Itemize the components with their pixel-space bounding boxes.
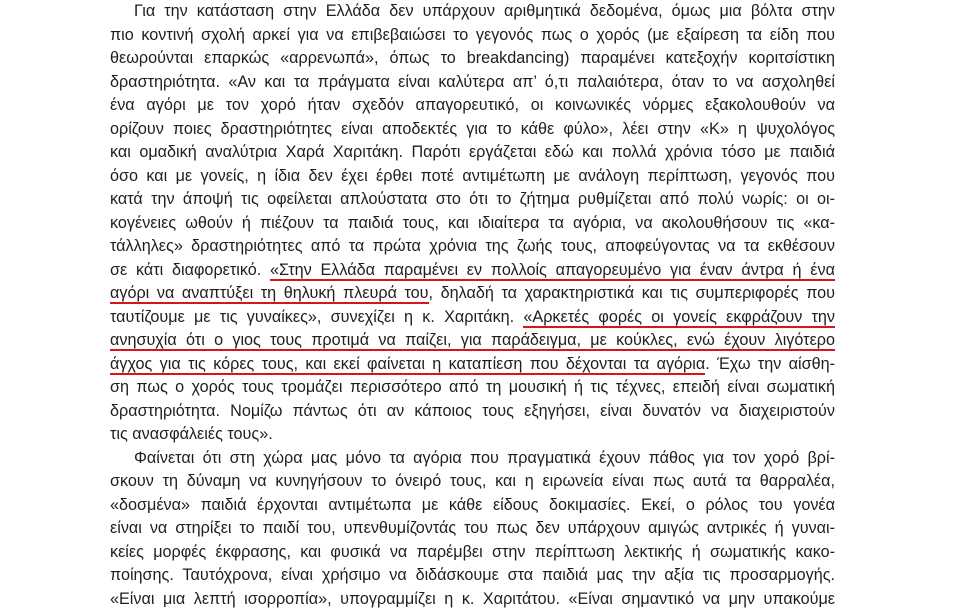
highlighted-quote: ανησυχία ότι ο γιος τους προτιμά να παίζει, για παράδειγμα, με κούκλες, ενώ έχουν λιγότερο [110,331,835,351]
line-text: ορίζουν ποιες δραστηριότητες είναι αποδεκτές για το κάθε φύλο», λέει στην «Κ» η ψυχολόγος [110,120,835,138]
text-line [110,282,835,306]
text-line [110,0,835,24]
highlighted-quote: «Στην Ελλάδα παραμένει εν πολλοίς απαγορευμένο για έναν άντρα ή ένα [270,261,835,281]
line-text: τις ανασφάλειές τους». [110,425,273,443]
highlighted-quote: άγχος για τις κόρες τους, και εκεί φαίνεται η καταπίεση που δέχονται τα αγόρια [110,355,705,375]
line-text: είναι να στηρίξει το παιδί του, υπενθυμίζοντάς του πως δεν υπάρχουν αμιγώς αντρικές ή γυναι- [110,519,835,537]
line-text: Για την κατάσταση στην Ελλάδα δεν υπάρχουν αριθμητικά δεδομένα, όμως μια βόλτα στην [134,2,835,20]
line-text: κογένειες ωθούν ή πιέζουν τα παιδιά τους, και ιδιαίτερα τα αγόρια, να ακολουθήσουν τις «κα- [110,214,835,232]
text-line [110,541,835,565]
text-line [110,588,835,611]
line-text: ποίησης. Ταυτόχρονα, είναι χρήσιμο να διδάσκουμε στα παιδιά μας την αξία τις προσαρμογής. [110,566,835,584]
line-text: . Έχω την αίσθη- [705,355,835,373]
highlighted-quote: αγόρι να αναπτύξει τη θηλυκή πλευρά του [110,284,429,304]
line-text: κείες μορφές έκφρασης, και φυσικά να παρέμβει στην περίπτωση λεκτικής ή σωματικής κακο- [110,543,835,561]
text-line [110,188,835,212]
highlighted-quote: «Αρκετές φορές οι γονείς εκφράζουν την [523,308,835,328]
line-text: ταυτίζουμε με τις γυναίκες», συνεχίζει η κ. Χαριτάκη. [110,308,523,326]
text-line [110,447,835,471]
line-text: κατά την άποψή τις οφείλεται απλούστατα στο ότι το ζήτημα ρυθμίζεται από πολύ νωρίς: οι οι- [110,190,835,208]
line-text: , δηλαδή τα χαρακτηριστικά και τις συμπεριφορές που [429,284,835,302]
text-line [110,212,835,236]
text-line [110,423,835,447]
line-text: σε κάτι διαφορετικό. [110,261,270,279]
line-text: όσο και με γονείς, η ίδια δεν έχει έρθει ποτέ αντιμέτωπη με ανάλογη περίπτωση, γεγονός που [110,167,835,185]
text-line [110,517,835,541]
line-text: δραστηριότητα. «Αν και τα πράγματα είναι καλύτερα απ’ ό,τι παλαιότερα, όταν το να ασχοληθεί [110,73,835,91]
text-line [110,47,835,71]
text-line [110,306,835,330]
line-text: «Είναι μια λεπτή ισορροπία», υπογραμμίζει η κ. Χαριτάτου. «Είναι σημαντικό να μην υπακούμε [110,590,835,608]
text-line [110,141,835,165]
text-line [110,71,835,95]
line-text: ση πως ο χορός τους τρομάζει περισσότερο από τη μουσική ή τις τέχνες, επειδή είναι σωματική [110,378,835,396]
line-text: ένα αγόρι με τον χορό ήταν σχεδόν απαγορευτικό, οι κοινωνικές νόρμες εξακολουθούν να [110,96,835,114]
text-line [110,24,835,48]
text-line [110,118,835,142]
text-line [110,329,835,353]
text-line [110,235,835,259]
line-text: θεωρούνται επαρκώς «αρρενωπά», όπως το breakdancing) παραμένει κατεξοχήν κοριτσίστικη [110,49,835,67]
text-line [110,400,835,424]
line-text: Φαίνεται ότι στη χώρα μας μόνο τα αγόρια που πραγματικά έχουν πάθος για τον χορό βρί- [134,449,835,467]
text-line [110,259,835,283]
text-line [110,564,835,588]
line-text: σκουν τη δύναμη να κυνηγήσουν το όνειρό τους, και η ειρωνεία είναι πως αυτά τα θαρραλέα, [110,472,835,490]
line-text: «δοσμένα» παιδιά έρχονται αντιμέτωπα με κάθε είδους δοκιμασίες. Εκεί, ο ρόλος του γονέα [110,496,835,514]
text-line [110,165,835,189]
line-text: πιο κοντινή σχολή αρκεί για να επιβεβαιώσει το γεγονός πως ο χορός (με εξαίρεση τα είδη που [110,26,835,44]
line-text: δραστηριότητα. Νομίζω πάντως ότι αν κάποιος τους εξηγήσει, είναι δυνατόν να διαχειριστούν [110,402,835,420]
article-body [110,0,835,611]
line-text: τάλληλες» δραστηριότητες από τα πρώτα χρόνια της ζωής τους, αποφεύγοντας να τα εκθέσουν [110,237,835,255]
text-line [110,353,835,377]
text-line [110,470,835,494]
text-line [110,94,835,118]
text-line [110,376,835,400]
text-line [110,494,835,518]
line-text: και ομαδική αναλύτρια Χαρά Χαριτάκη. Παρότι εργάζεται εδώ και πολλά χρόνια τόσο με παιδιά [110,143,835,161]
